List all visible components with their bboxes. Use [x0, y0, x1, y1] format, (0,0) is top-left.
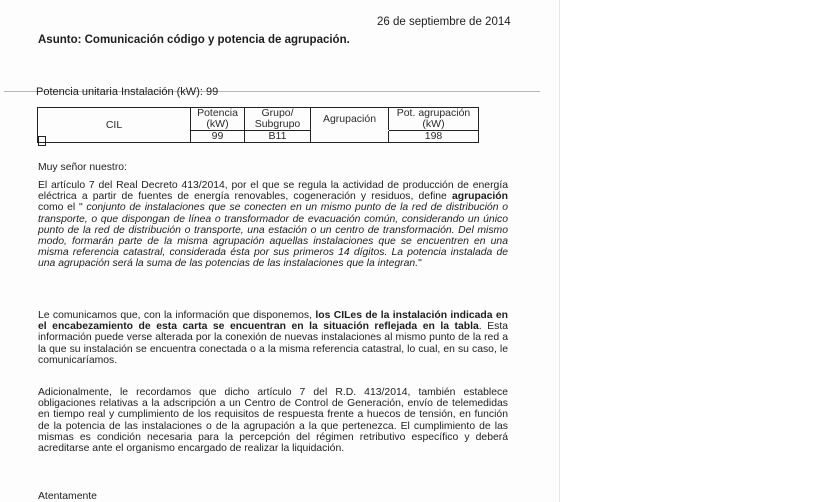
cil-table [37, 107, 479, 143]
paragraph-definition [38, 180, 508, 270]
p2-text-c: . Esta información puede verse alterada por la conexión de nuevas instalaciones al mismo punto de la red a la que su instalación se encuentra conectada o a la misma referencia catastral, lo cual, en su caso, le comunicaríamos. [38, 321, 508, 366]
header-cil: CIL [38, 108, 191, 143]
p1-quote: conjunto de instalaciones que se conecten en un mismo punto de la red de distribución o transporte, o que dispongan de línea o transformador de evacuación común, considerando un único punto de la red de distribución o transporte, una estación o un centro de transformación. Del mismo modo, formarán parte de la misma agrupación aquellas instalaciones que se encuentren en una misma referencia catastral, considerada ésta por sus primeros 14 dígitos. La potencia instalada de una agrupación será la suma de las potencias de las instalaciones que la integran. [38, 202, 508, 270]
cell-pot-agrupacion: 198 [389, 131, 479, 143]
unit-power-line [36, 86, 218, 98]
paragraph-communication [38, 310, 508, 366]
salutation: Muy señor nuestro: [38, 162, 127, 173]
cell-grupo: B11 [245, 131, 311, 143]
closing: Atentamente [38, 491, 97, 502]
cell-potencia: 99 [191, 131, 245, 143]
cell-agrupacion [311, 131, 389, 143]
paragraph-obligations: Adicionalmente, le recordamos que dicho artículo 7 del R.D. 413/2014, también establece obligaciones relativas a la adscripción a un Centro de Control de Generación, envío de telemedidas en tiempo real y cumplimiento de los requisitos de respuesta frente a huecos de tensión, en función de la potencia de las instalaciones o de la agrupación a la que pertenezca. El cumplimiento de las mismas es condición necesaria para la percepción del régimen retributivo específico y deberá acreditarse ante el organismo encargado de realizar la liquidación. [38, 387, 508, 455]
p1-bold-term: agrupación [451, 191, 508, 203]
p2-text-a: Le comunicamos que, con la información que disponemos, [38, 310, 316, 321]
p1-text-c: como el " [38, 202, 83, 214]
p2-bold: los CILes de la instalación indicada en el encabezamiento de esta carta se encuentran en la situación reflejada en la tabla [38, 310, 508, 333]
p1-text-e: " [418, 258, 422, 270]
unit-power-label: Potencia unitaria Instalación (kW): [36, 86, 203, 98]
checkbox-icon [38, 136, 46, 146]
letter-subject: Asunto: Comunicación código y potencia de agrupación. [38, 34, 350, 46]
header-potencia: Potencia (kW) [191, 108, 245, 131]
header-grupo: Grupo/ Subgrupo [245, 108, 311, 131]
table-header-row [38, 108, 479, 131]
unit-power-value: 99 [205, 86, 219, 98]
header-agrupacion: Agrupación [311, 108, 389, 131]
letter-date: 26 de septiembre de 2014 [377, 16, 511, 28]
p1-text-a: El artículo 7 del Real Decreto 413/2014, por el que se regula la actividad de producción de energía eléctrica a partir de fuentes de energía renovables, cogeneración y residuos, define [38, 180, 508, 203]
header-pot-agrupacion: Pot. agrupación (kW) [389, 108, 479, 131]
